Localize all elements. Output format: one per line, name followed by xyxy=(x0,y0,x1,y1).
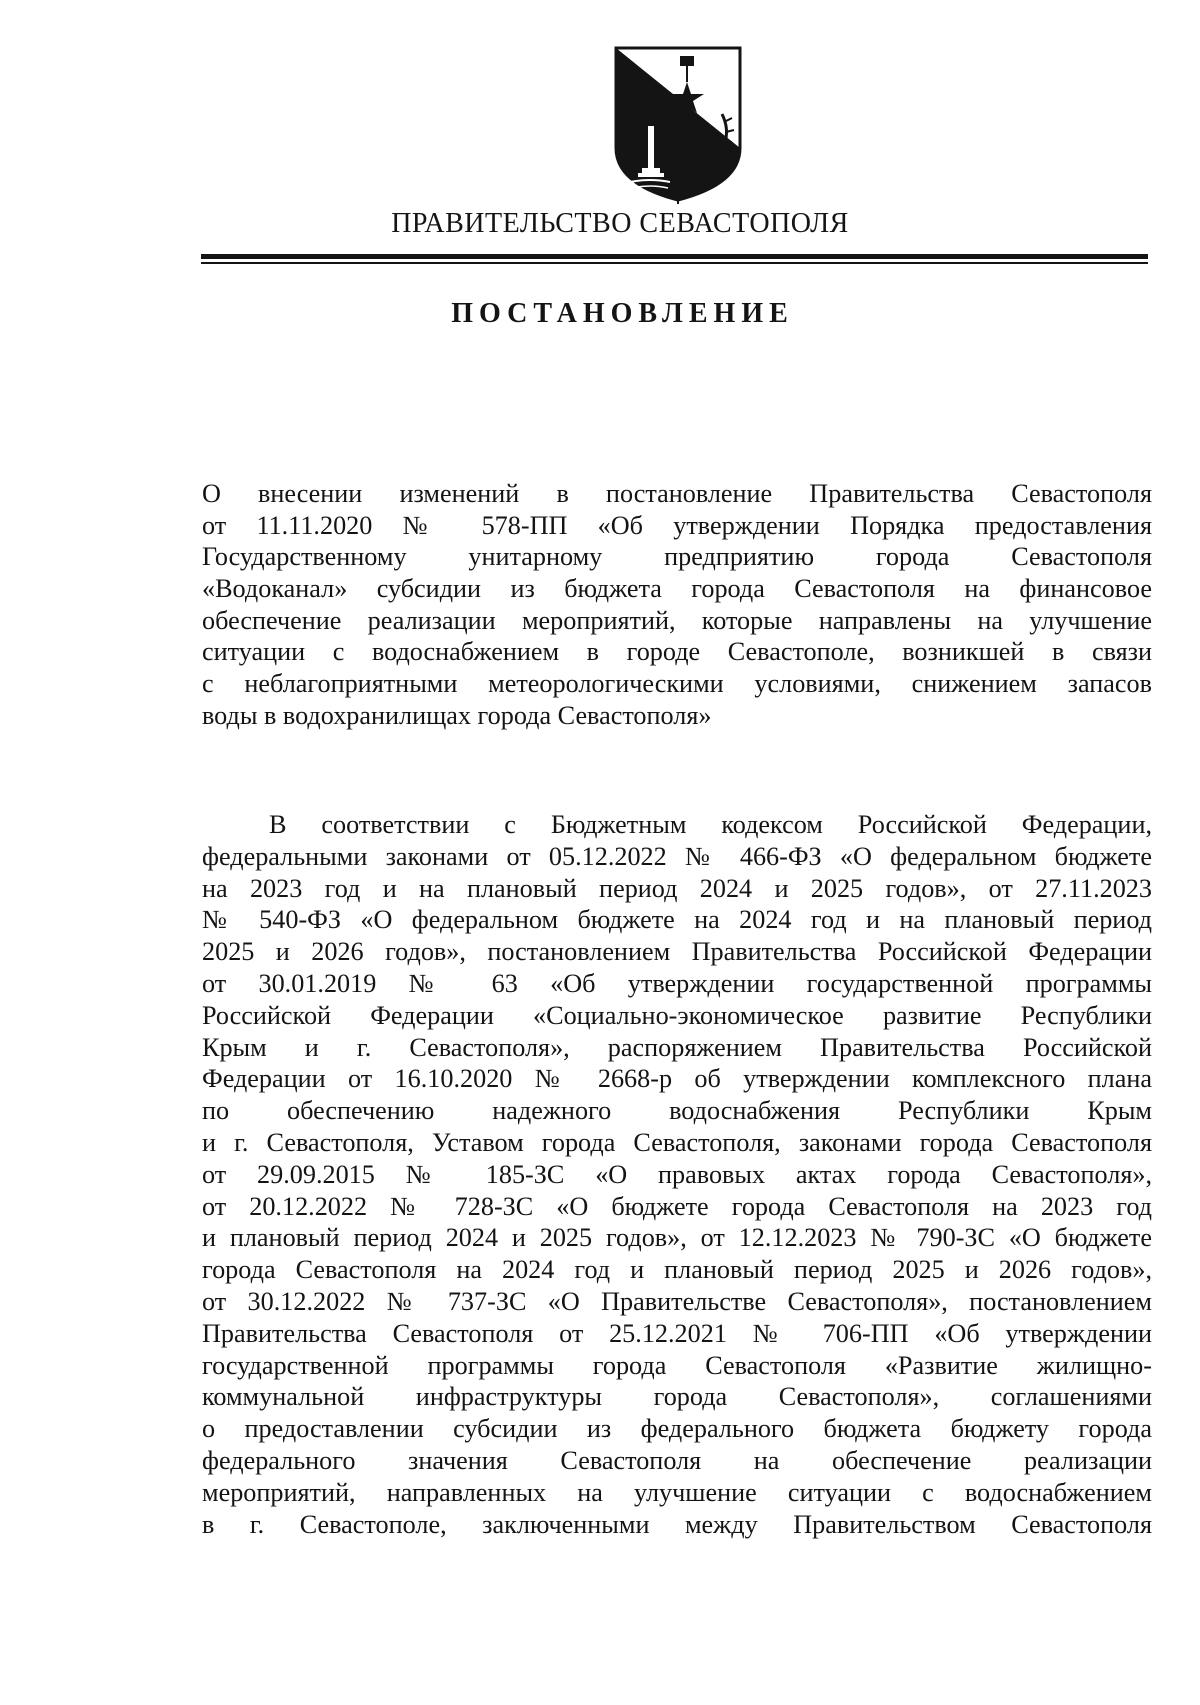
body-line: 2025 и 2026 годов», постановлением Правительства Российской Федерации xyxy=(202,937,1152,967)
body-line: Крым и г. Севастополя», распоряжением Правительства Российской xyxy=(202,1032,1152,1062)
body-line: В соответствии с Бюджетным кодексом Российской Федерации, xyxy=(269,810,1152,839)
body-line: на 2023 год и на плановый период 2024 и 2025 годов», от 27.11.2023 xyxy=(202,873,1152,903)
body-line: Правительства Севастополя от 25.12.2021 № 706-ПП «Об утверждении xyxy=(202,1318,1152,1348)
body-line: и плановый период 2024 и 2025 годов», от 12.12.2023 № 790-ЗС «О бюджете xyxy=(202,1223,1152,1253)
header-rule-thick xyxy=(201,254,1148,259)
subject-line: ситуации с водоснабжением в городе Севастополе, возникшей в связи xyxy=(202,637,1152,667)
body-line: государственной программы города Севастополя «Развитие жилищно- xyxy=(202,1350,1152,1380)
body-line: коммунальной инфраструктуры города Севастополя», соглашениями xyxy=(202,1382,1152,1412)
body-line: федеральными законами от 05.12.2022 № 466-ФЗ «О федеральном бюджете xyxy=(202,841,1152,871)
government-name: ПРАВИТЕЛЬСТВО СЕВАСТОПОЛЯ xyxy=(391,208,849,239)
subject-line: от 11.11.2020 № 578-ПП «Об утверждении Порядка предоставления xyxy=(202,510,1152,540)
body-line: Федерации от 16.10.2020 № 2668-р об утверждении комплексного плана xyxy=(202,1064,1152,1094)
body-line: Российской Федерации «Социально-экономическое развитие Республики xyxy=(202,1000,1152,1030)
subject-line: О внесении изменений в постановление Правительства Севастополя xyxy=(202,479,1152,508)
body-line: и г. Севастополя, Уставом города Севастополя, законами города Севастополя xyxy=(202,1127,1152,1157)
subject-line: «Водоканал» субсидии из бюджета города Севастополя на финансовое xyxy=(202,574,1152,604)
body-line: от 30.12.2022 № 737-ЗС «О Правительстве Севастополя», постановлением xyxy=(202,1286,1152,1316)
decree-subject xyxy=(202,478,1152,732)
body-line: от 30.01.2019 № 63 «Об утверждении государственной программы xyxy=(202,968,1152,998)
header-rule-thin xyxy=(201,262,1148,264)
subject-line: обеспечение реализации мероприятий, которые направлены на улучшение xyxy=(202,605,1152,635)
document-type-title: ПОСТАНОВЛЕНИЕ xyxy=(451,298,794,329)
coat-of-arms-icon xyxy=(610,44,746,204)
subject-line: воды в водохранилищах города Севастополя» xyxy=(202,700,712,730)
body-line: № 540-ФЗ «О федеральном бюджете на 2024 год и на плановый период xyxy=(202,905,1152,935)
body-line: в г. Севастополе, заключенными между Правительством Севастополя xyxy=(202,1509,1152,1539)
decree-body xyxy=(202,809,1152,1540)
body-line: о предоставлении субсидии из федерального бюджета бюджету города xyxy=(202,1414,1152,1444)
body-line: по обеспечению надежного водоснабжения Республики Крым xyxy=(202,1096,1152,1126)
body-line: от 29.09.2015 № 185-ЗС «О правовых актах города Севастополя», xyxy=(202,1159,1152,1189)
body-line: города Севастополя на 2024 год и плановый период 2025 и 2026 годов», xyxy=(202,1255,1152,1285)
body-line: федерального значения Севастополя на обеспечение реализации xyxy=(202,1445,1152,1475)
body-line: от 20.12.2022 № 728-ЗС «О бюджете города Севастополя на 2023 год xyxy=(202,1191,1152,1221)
subject-line: с неблагоприятными метеорологическими условиями, снижением запасов xyxy=(202,669,1152,699)
body-line: мероприятий, направленных на улучшение ситуации с водоснабжением xyxy=(202,1477,1152,1507)
subject-line: Государственному унитарному предприятию города Севастополя xyxy=(202,542,1152,572)
